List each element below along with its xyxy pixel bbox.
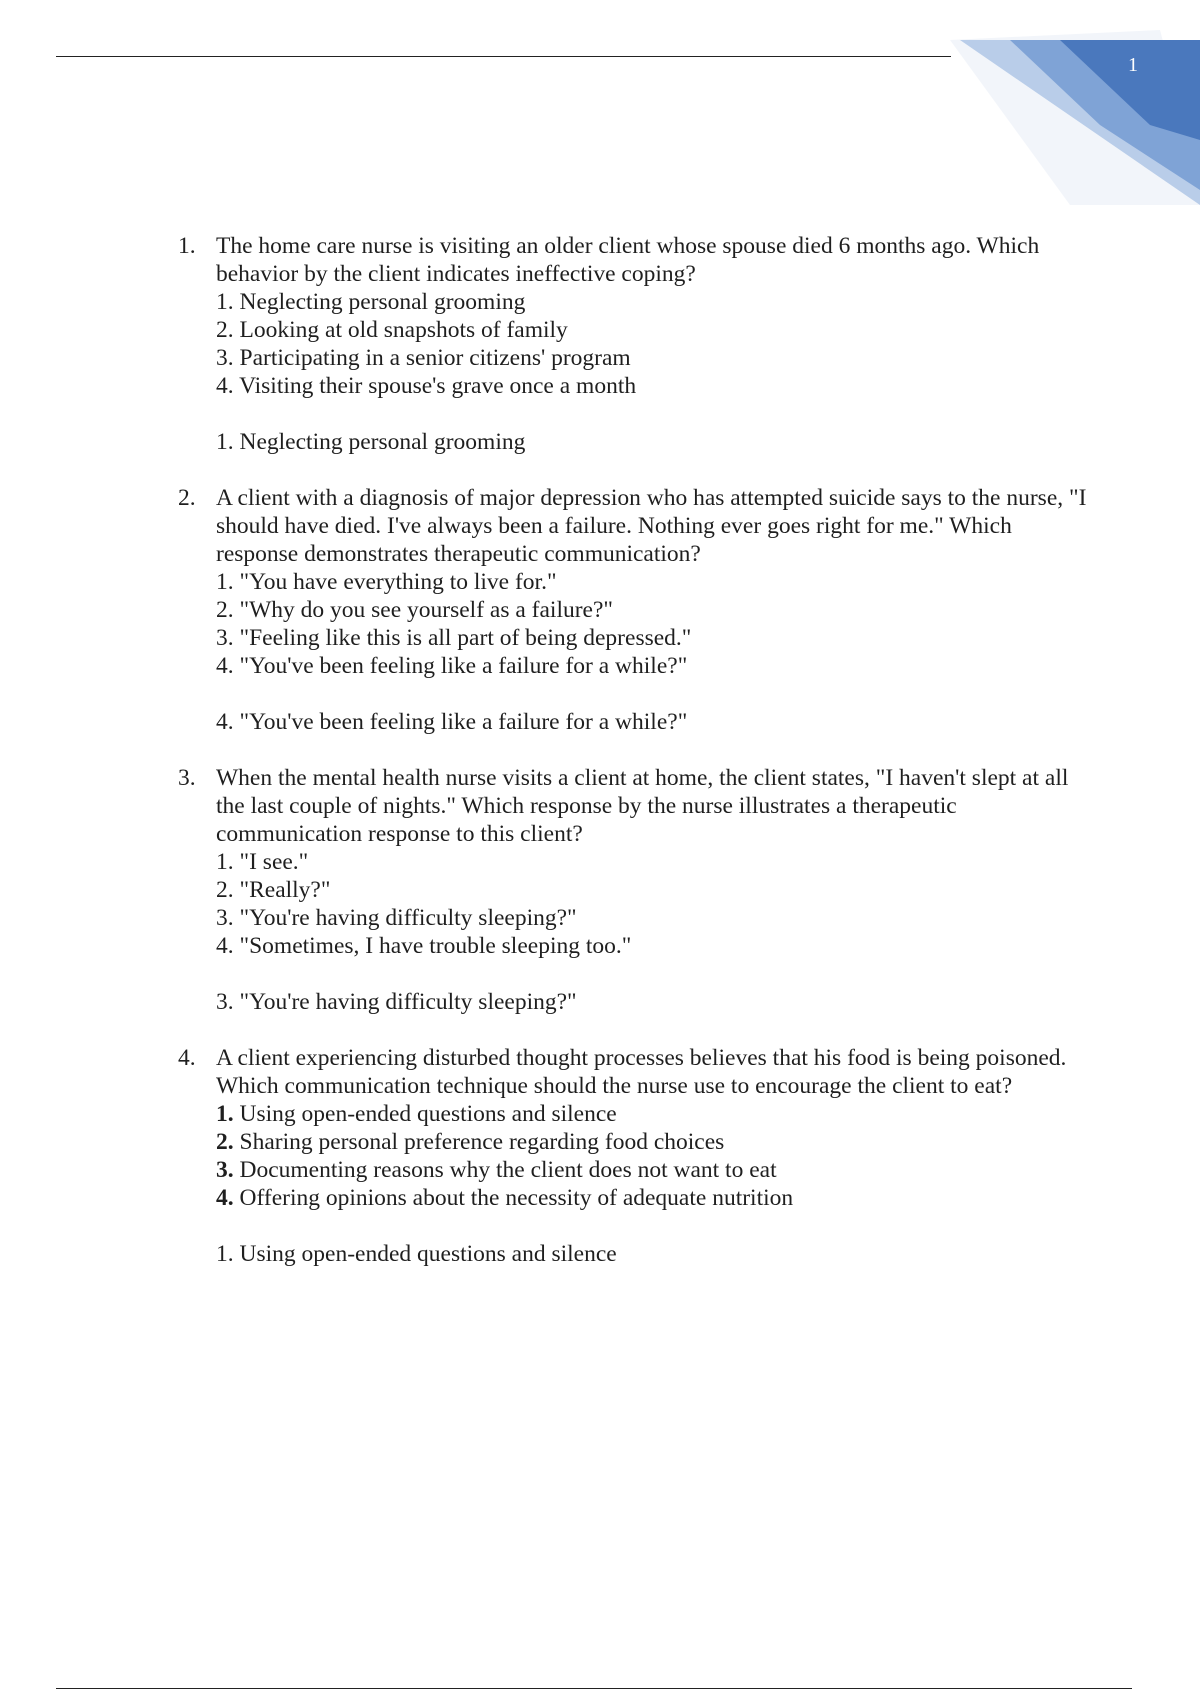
option: 3. Participating in a senior citizens' program: [216, 345, 631, 371]
page-number: 1: [1128, 54, 1138, 76]
option: 2. Looking at old snapshots of family: [216, 317, 568, 343]
option: 4. "Sometimes, I have trouble sleeping too.": [216, 933, 632, 959]
question-2: [172, 484, 1092, 736]
option: 2. Sharing personal preference regarding food choices: [216, 1129, 725, 1155]
question-text: The home care nurse is visiting an older client whose spouse died 6 months ago. Which behavior by the client indicates ineffective coping?: [216, 233, 1040, 287]
footer-rule: [56, 1688, 1132, 1689]
option: 3. "Feeling like this is all part of being depressed.": [216, 625, 692, 651]
answer: 1. Neglecting personal grooming: [216, 429, 526, 455]
option: 4. "You've been feeling like a failure for a while?": [216, 653, 688, 679]
question-text: A client with a diagnosis of major depression who has attempted suicide says to the nurse, "I should have died. I've always been a failure. Nothing ever goes right for me." Which response demonstrates therapeutic communication?: [216, 485, 1087, 567]
question-number: 2.: [178, 485, 196, 511]
answer: 4. "You've been feeling like a failure for a while?": [216, 709, 688, 735]
question-number: 4.: [178, 1045, 196, 1071]
option: 4. Offering opinions about the necessity of adequate nutrition: [216, 1185, 794, 1211]
question-4: [172, 1044, 1092, 1268]
question-1: [172, 232, 1092, 456]
question-number: 1.: [178, 233, 196, 259]
question-text: When the mental health nurse visits a client at home, the client states, "I haven't slept at all the last couple of nights." Which response by the nurse illustrates a therapeutic communication response to this client?: [216, 765, 1069, 847]
option: 1. Using open-ended questions and silence: [216, 1101, 617, 1127]
question-list: [172, 232, 1092, 1296]
answer: 3. "You're having difficulty sleeping?": [216, 989, 577, 1015]
option: 3. Documenting reasons why the client does not want to eat: [216, 1157, 777, 1183]
option: 2. "Really?": [216, 877, 331, 903]
option: 1. "You have everything to live for.": [216, 569, 557, 595]
question-text: A client experiencing disturbed thought processes believes that his food is being poisoned. Which communication technique should the nurse use to encourage the client to eat?: [216, 1045, 1067, 1099]
option: 3. "You're having difficulty sleeping?": [216, 905, 577, 931]
question-number: 3.: [178, 765, 196, 791]
answer: 1. Using open-ended questions and silence: [216, 1241, 617, 1267]
header-rule: [56, 56, 951, 57]
option: 1. "I see.": [216, 849, 309, 875]
question-3: [172, 764, 1092, 1016]
option: 1. Neglecting personal grooming: [216, 289, 526, 315]
option: 4. Visiting their spouse's grave once a month: [216, 373, 637, 399]
option: 2. "Why do you see yourself as a failure?": [216, 597, 614, 623]
corner-decoration: [950, 30, 1200, 205]
